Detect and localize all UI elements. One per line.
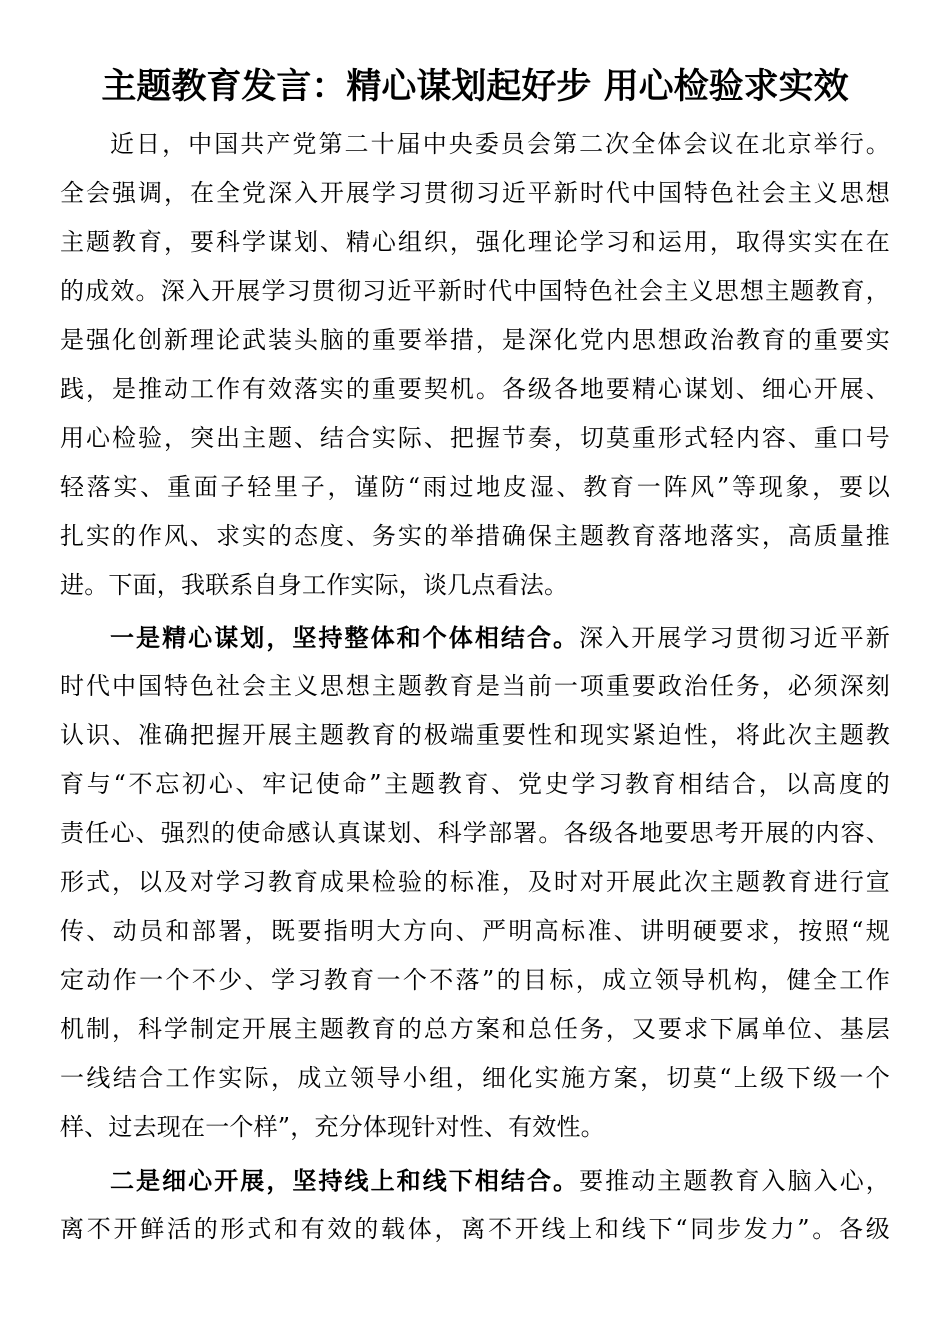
paragraph-3-line: 离不开鲜活的形式和有效的载体，离不开线上和线下“同步发力”。各级 — [60, 1215, 890, 1243]
paragraph-2-heading: 一是精心谋划，坚持整体和个体相结合。 — [110, 623, 580, 652]
paragraph-3-first-line — [110, 1156, 890, 1205]
paragraph-2-line: 机制，科学制定开展主题教育的总方案和总任务，又要求下属单位、基层 — [60, 1015, 890, 1043]
paragraph-1-line: 主题教育，要科学谋划、精心组织，强化理论学习和运用，取得实实在在 — [60, 228, 890, 256]
paragraph-2-line: 一线结合工作实际，成立领导小组，细化实施方案，切莫“上级下级一个 — [60, 1064, 890, 1092]
paragraph-1-line: 轻落实、重面子轻里子，谨防“雨过地皮湿、教育一阵风”等现象，要以 — [60, 473, 890, 501]
paragraph-2-line: 形式，以及对学习教育成果检验的标准，及时对开展此次主题教育进行宣 — [60, 868, 890, 896]
paragraph-2-line: 责任心、强烈的使命感认真谋划、科学部署。各级各地要思考开展的内容、 — [60, 819, 890, 847]
paragraph-3-heading: 二是细心开展，坚持线上和线下相结合。 — [110, 1166, 580, 1195]
paragraph-2-line: 样、过去现在一个样”，充分体现针对性、有效性。 — [60, 1113, 605, 1141]
paragraph-2-line: 认识、准确把握开展主题教育的极端重要性和现实紧迫性，将此次主题教 — [60, 721, 890, 749]
paragraph-1-line: 近日，中国共产党第二十届中央委员会第二次全体会议在北京举行。 — [110, 130, 890, 158]
paragraph-2-line: 时代中国特色社会主义思想主题教育是当前一项重要政治任务，必须深刻 — [60, 672, 890, 700]
paragraph-1-line: 进。下面，我联系自身工作实际，谈几点看法。 — [60, 571, 569, 599]
paragraph-1-line: 的成效。深入开展学习贯彻习近平新时代中国特色社会主义思想主题教育， — [60, 277, 890, 305]
document-title: 主题教育发言：精心谋划起好步 用心检验求实效 — [101, 66, 849, 107]
paragraph-1-line: 是强化创新理论武装头脑的重要举措，是深化党内思想政治教育的重要实 — [60, 326, 890, 354]
paragraph-2-line: 传、动员和部署，既要指明大方向、严明高标准、讲明硬要求，按照“规 — [60, 917, 890, 945]
paragraph-1-line: 践，是推动工作有效落实的重要契机。各级各地要精心谋划、细心开展、 — [60, 375, 890, 403]
paragraph-1-line: 全会强调，在全党深入开展学习贯彻习近平新时代中国特色社会主义思想 — [60, 179, 890, 207]
paragraph-2-line: 育与“不忘初心、牢记使命”主题教育、党史学习教育相结合，以高度的 — [60, 770, 890, 798]
paragraph-3-first-line-text: 要推动主题教育入脑入心， — [579, 1167, 890, 1195]
paragraph-1-line: 用心检验，突出主题、结合实际、把握节奏，切莫重形式轻内容、重口号 — [60, 424, 890, 452]
paragraph-1-line: 扎实的作风、求实的态度、务实的举措确保主题教育落地落实，高质量推 — [60, 522, 890, 550]
paragraph-2-line: 定动作一个不少、学习教育一个不落”的目标，成立领导机构，健全工作 — [60, 966, 890, 994]
paragraph-2-first-line — [110, 613, 890, 662]
paragraph-2-first-line-text: 深入开展学习贯彻习近平新 — [579, 624, 890, 652]
